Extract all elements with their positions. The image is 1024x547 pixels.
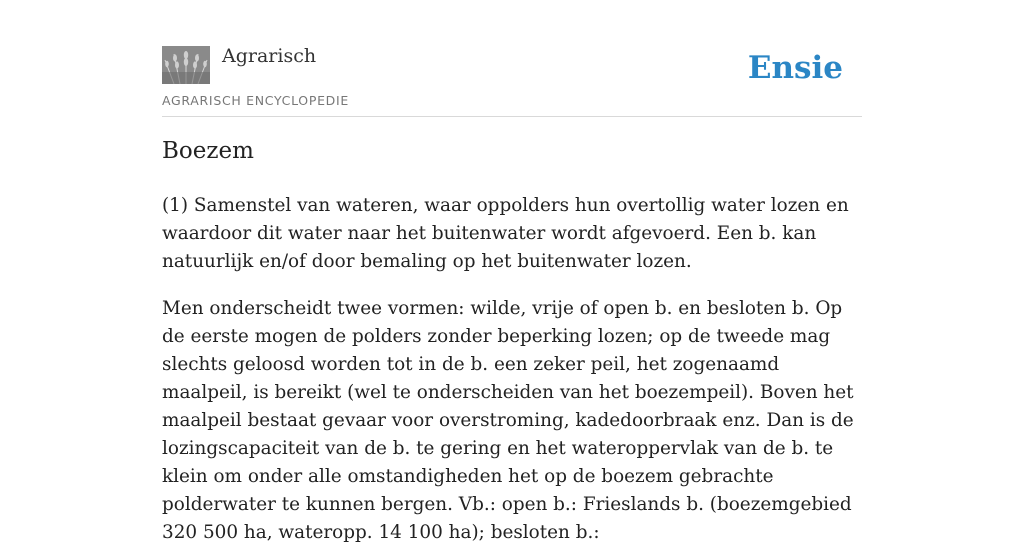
source-avatar[interactable] bbox=[162, 46, 210, 84]
wheat-icon bbox=[162, 46, 210, 84]
source-subtitle: AGRARISCH ENCYCLOPEDIE bbox=[162, 93, 349, 108]
article-paragraph: Men onderscheidt twee vormen: wilde, vrije of open b. en besloten b. Op de eerste mogen de polders zonder beperking lozen; op de tweede mag slechts geloosd worden tot in de b. een zeker peil, het zogenaamd maalpeil, is bereikt (wel te onderscheiden van het boezempeil). Boven het maalpeil bestaat gevaar voor overstroming, kadedoorbraak enz. Dan is de lozingscapaciteit van de b. te gering en het wateroppervlak van de b. te klein om onder alle omstandigheden het op de boezem gebrachte polderwater te kunnen bergen. Vb.: open b.: Frieslands b. (boezemgebied 320 500 ha, wateropp. 14 100 ha); besloten b.: bbox=[162, 298, 854, 543]
article-title: Boezem bbox=[162, 138, 254, 164]
ensie-logo-link[interactable]: Ensie bbox=[747, 50, 843, 86]
header bbox=[162, 0, 862, 117]
source-name[interactable]: Agrarisch bbox=[222, 45, 317, 67]
article-paragraph: (1) Samenstel van wateren, waar oppolders hun overtollig water lozen en waardoor dit water naar het buitenwater wordt afgevoerd. Een b. kan natuurlijk en/of door bemaling op het buitenwater lozen. bbox=[162, 195, 849, 272]
page bbox=[162, 0, 862, 543]
